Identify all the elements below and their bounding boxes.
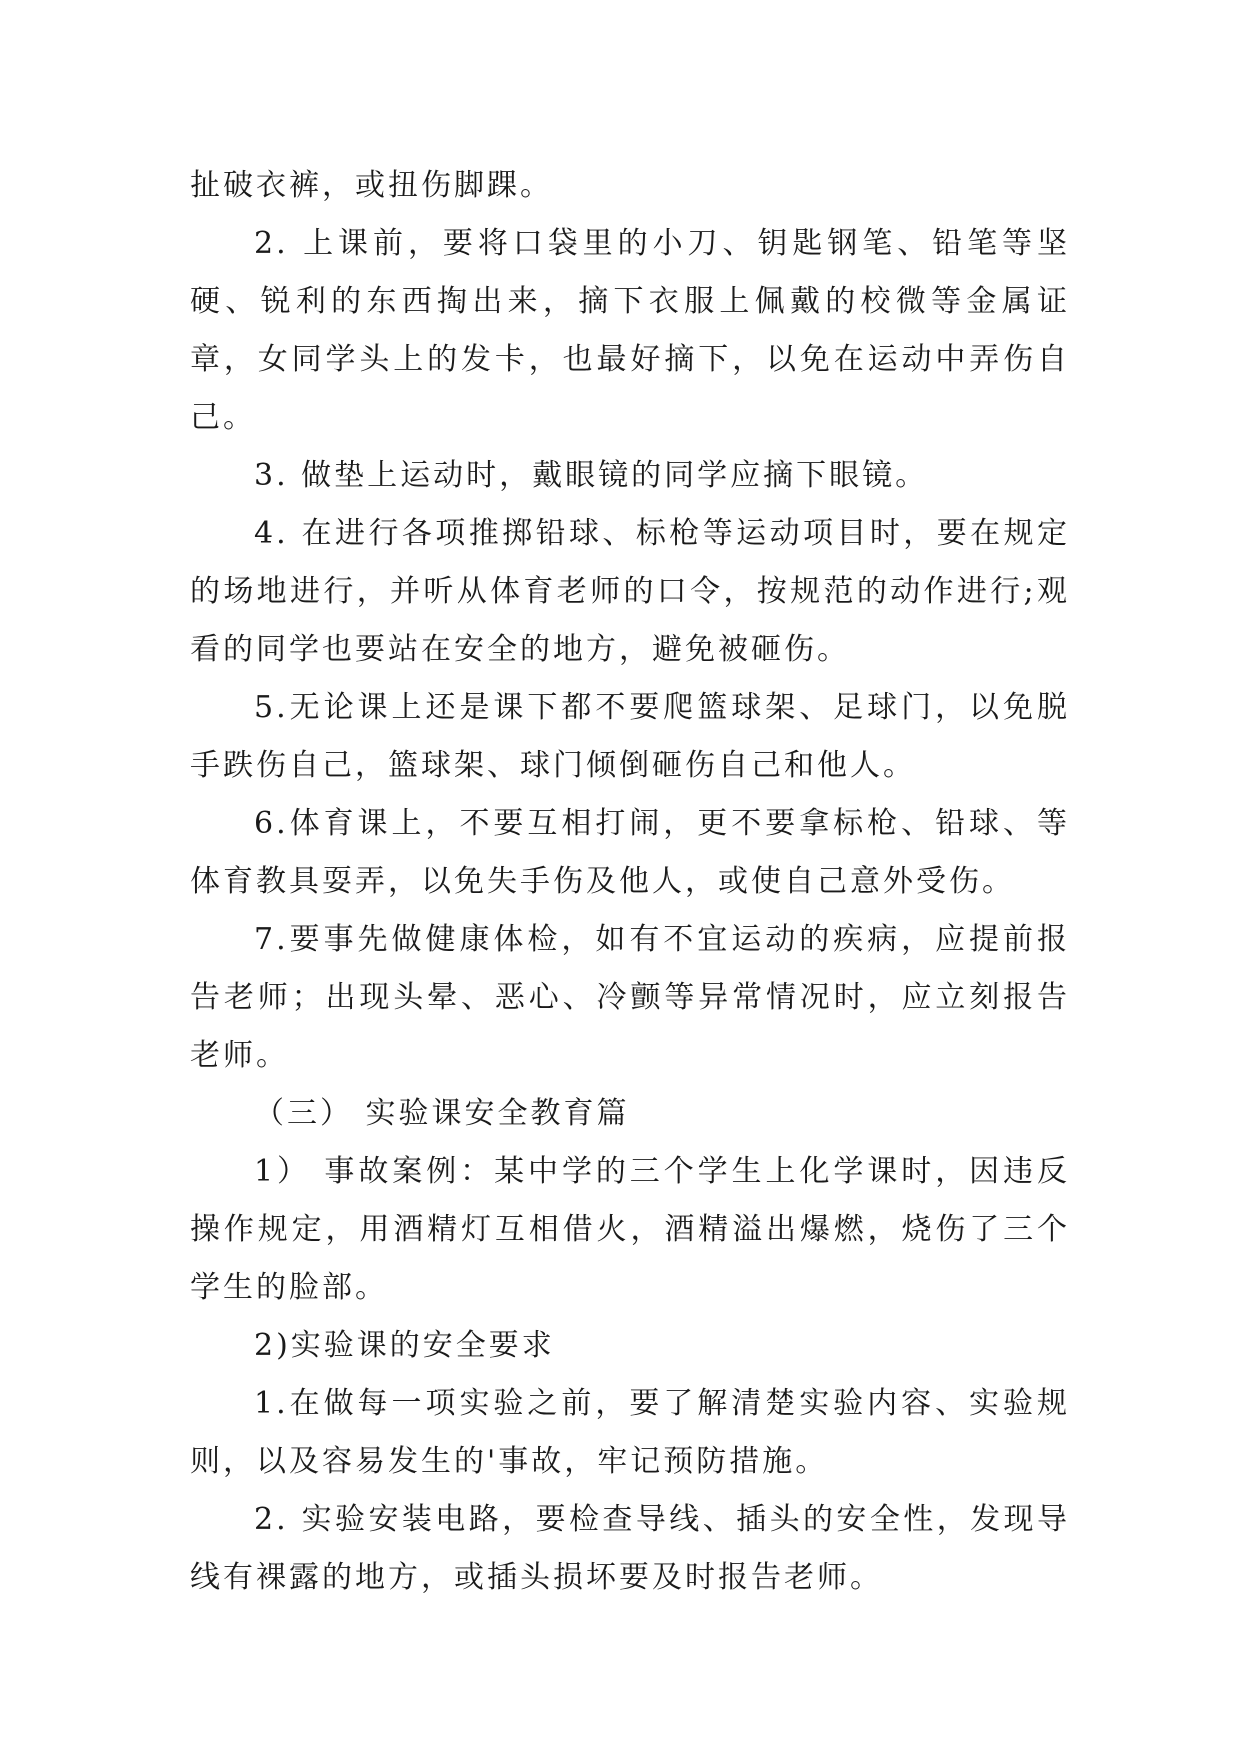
paragraph-continuation: 扯破衣裤，或扭伤脚踝。 xyxy=(190,168,553,203)
paragraph-lab-rule-2: 2. 实验安装电路，要检查导线、插头的安全性，发现导线有裸露的地方，或插头损坏要及时报告老师。 xyxy=(190,1502,1070,1595)
paragraph-lab-rule-1: 1.在做每一项实验之前，要了解清楚实验内容、实验规则，以及容易发生的'事故，牢记预防措施。 xyxy=(190,1386,1070,1479)
section-heading-lab-safety: （三） 实验课安全教育篇 xyxy=(254,1096,630,1131)
paragraph-rule-7: 7.要事先做健康体检，如有不宜运动的疾病，应提前报告老师；出现头晕、恶心、冷颤等异常情况时，应立刻报告老师。 xyxy=(190,922,1070,1073)
paragraph-rule-5: 5.无论课上还是课下都不要爬篮球架、足球门，以免脱手跌伤自己，篮球架、球门倾倒砸伤自己和他人。 xyxy=(190,690,1070,783)
subheading-lab-requirements: 2)实验课的安全要求 xyxy=(254,1328,555,1363)
paragraph-rule-3: 3. 做垫上运动时，戴眼镜的同学应摘下眼镜。 xyxy=(254,458,929,493)
paragraph-rule-4: 4. 在进行各项推掷铅球、标枪等运动项目时，要在规定的场地进行，并听从体育老师的口令，按规范的动作进行;观看的同学也要站在安全的地方，避免被砸伤。 xyxy=(190,516,1070,667)
paragraph-accident-case: 1） 事故案例：某中学的三个学生上化学课时，因违反操作规定，用酒精灯互相借火，酒精溢出爆燃，烧伤了三个学生的脸部。 xyxy=(190,1154,1070,1305)
document-body xyxy=(190,157,1070,1607)
paragraph-rule-6: 6.体育课上，不要互相打闹，更不要拿标枪、铅球、等体育教具耍弄，以免失手伤及他人，或使自己意外受伤。 xyxy=(190,806,1070,899)
paragraph-rule-2: 2. 上课前，要将口袋里的小刀、钥匙钢笔、铅笔等坚硬、锐利的东西掏出来，摘下衣服上佩戴的校微等金属证章，女同学头上的发卡，也最好摘下，以免在运动中弄伤自己。 xyxy=(190,226,1070,435)
